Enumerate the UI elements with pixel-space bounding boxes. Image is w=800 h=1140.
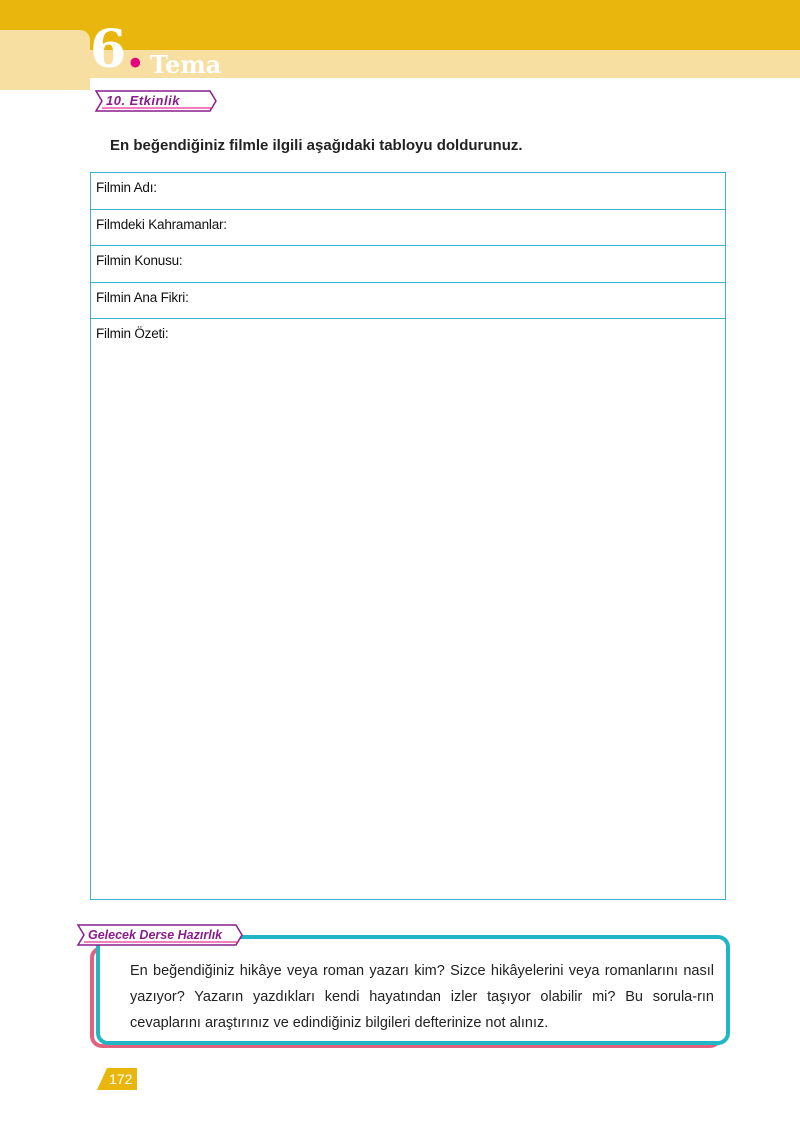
page-number <box>95 1066 139 1092</box>
form-summary-area[interactable] <box>91 319 725 899</box>
activity-label <box>92 88 218 114</box>
theme-title: Tema <box>150 50 222 79</box>
form-label-characters: Filmdeki Kahramanlar: <box>96 217 227 232</box>
theme-number-dot: . <box>126 19 145 80</box>
form-row-characters[interactable] <box>91 210 725 246</box>
form-label-subject: Filmin Konusu: <box>96 253 183 268</box>
activity-label-text: 10. Etkinlik <box>106 93 180 108</box>
form-row-main-idea[interactable] <box>91 283 725 319</box>
prep-body-text: En beğendiğiniz hikâye veya roman yazarı kim? Sizce hikâyelerini veya romanlarını nasıl yazıyor? Yazarın yazdıkları kendi hayatından izler taşıyor olabilir mi? Bu sorula-rın cevaplarını araştırınız ve edindiğiniz bilgileri defterinize not alınız. <box>130 963 714 1031</box>
form-label-summary: Filmin Özeti: <box>96 326 169 341</box>
theme-number: 6. <box>90 19 145 80</box>
form-row-film-name[interactable] <box>91 173 725 210</box>
header-left-tab <box>0 30 90 90</box>
page-number-text: 172 <box>109 1071 133 1087</box>
prep-label <box>74 922 244 948</box>
form-label-film-name: Filmin Adı: <box>96 180 157 195</box>
prep-label-text: Gelecek Derse Hazırlık <box>88 928 223 942</box>
instruction-text: En beğendiğiniz filmle ilgili aşağıdaki tabloyu doldurunuz. <box>110 137 523 154</box>
film-form-table <box>90 172 726 900</box>
form-row-subject[interactable] <box>91 246 725 283</box>
form-label-main-idea: Filmin Ana Fikri: <box>96 290 189 305</box>
